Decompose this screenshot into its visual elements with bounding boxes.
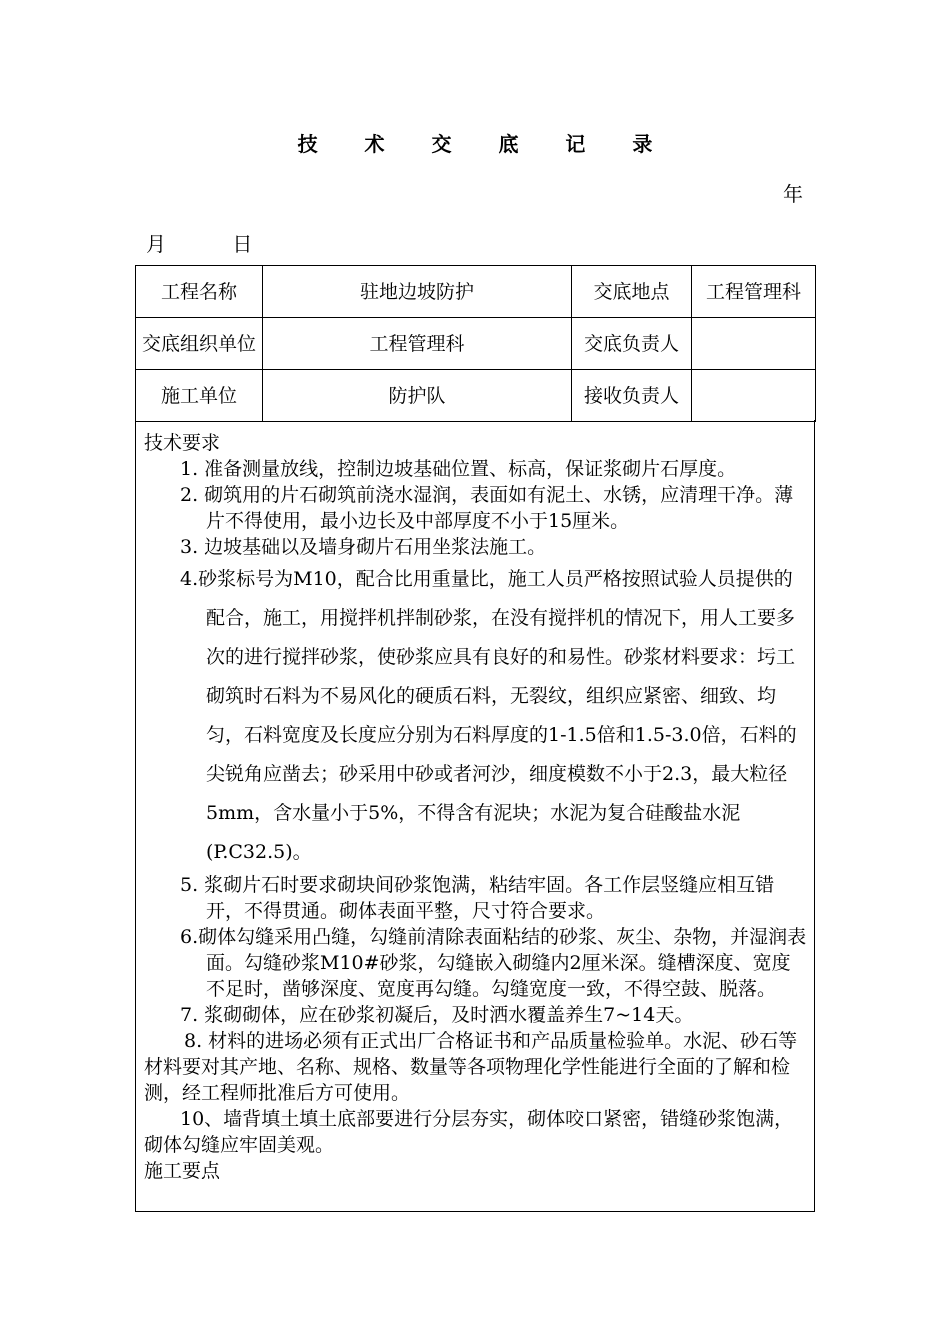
org-unit-label: 交底组织单位 [136,318,263,370]
date-year: 年 [783,182,803,206]
date-month-day [146,228,252,257]
project-name: 驻地边坡防护 [263,266,572,318]
responsible-value [692,318,816,370]
list-item: 3. 边坡基础以及墙身砌片石用坐浆法施工。 [180,536,547,558]
location-label: 交底地点 [572,266,692,318]
date-day: 日 [232,232,253,256]
construction-points-label: 施工要点 [144,1160,221,1182]
table-row [136,266,816,318]
list-item: 4.砂浆标号为M10，配合比用重量比，施工人员严格按照试验人员提供的配合，施工，用搅拌机拌制砂浆，在没有搅拌机的情况下，用人工要多次的进行搅拌砂浆，使砂浆应具有良好的和易性。砂浆材料要求：圬工砌筑时石料为不易风化的硬质石料，无裂纹，组织应紧密、细致、均匀，石料宽度及长度应分别为石料厚度的1-1.5倍和1.5-3.0倍，石料的尖锐角应凿去；砂采用中砂或者河沙，细度模数不小于2.3，最大粒径5mm，含水量小于5%，不得含有泥块；水泥为复合硅酸盐水泥(P.C32.5)。 [180,568,797,863]
project-name-label: 工程名称 [136,266,263,318]
list-item: 8. 材料的进场必须有正式出厂合格证书和产品质量检验单。水泥、砂石等材料要对其产地、名称、规格、数量等各项物理化学性能进行全面的了解和检测，经工程师批准后方可使用。 [144,1030,798,1104]
list-item: 7. 浆砌砌体，应在砂浆初凝后，及时洒水覆盖养生7~14天。 [180,1004,694,1026]
list-item: 1. 准备测量放线，控制边坡基础位置、标高，保证浆砌片石厚度。 [180,458,737,480]
table-row [136,318,816,370]
list-item: 6.砌体勾缝采用凸缝，勾缝前清除表面粘结的砂浆、灰尘、杂物，并湿润表面。勾缝砂浆M10#砂浆，勾缝嵌入砌缝内2厘米深。缝槽深度、宽度不足时，凿够深度、宽度再勾缝。勾缝宽度一致，不得空鼓、脱落。 [180,926,807,1000]
page-title: 技 术 交 底 记 录 [297,132,673,156]
location-value: 工程管理科 [692,266,816,318]
list-item: 5. 浆砌片石时要求砌块间砂浆饱满，粘结牢固。各工作层竖缝应相互错开，不得贯通。砌体表面平整，尺寸符合要求。 [180,874,775,922]
receiver-value [692,370,816,422]
list-item: 10、墙背填土填土底部要进行分层夯实，砌体咬口紧密，错缝砂浆饱满，砌体勾缝应牢固美观。 [144,1108,794,1156]
requirements-label: 技术要求 [144,432,221,454]
construction-unit-label: 施工单位 [136,370,263,422]
responsible-label: 交底负责人 [572,318,692,370]
table-row [136,370,816,422]
list-item: 2. 砌筑用的片石砌筑前浇水湿润，表面如有泥土、水锈，应清理干净。薄片不得使用，最小边长及中部厚度不小于15厘米。 [180,484,794,532]
date-month: 月 [146,232,166,256]
info-table [135,265,816,422]
receiver-label: 接收负责人 [572,370,692,422]
org-unit: 工程管理科 [263,318,572,370]
construction-unit: 防护队 [263,370,572,422]
requirements-section [135,420,815,1212]
